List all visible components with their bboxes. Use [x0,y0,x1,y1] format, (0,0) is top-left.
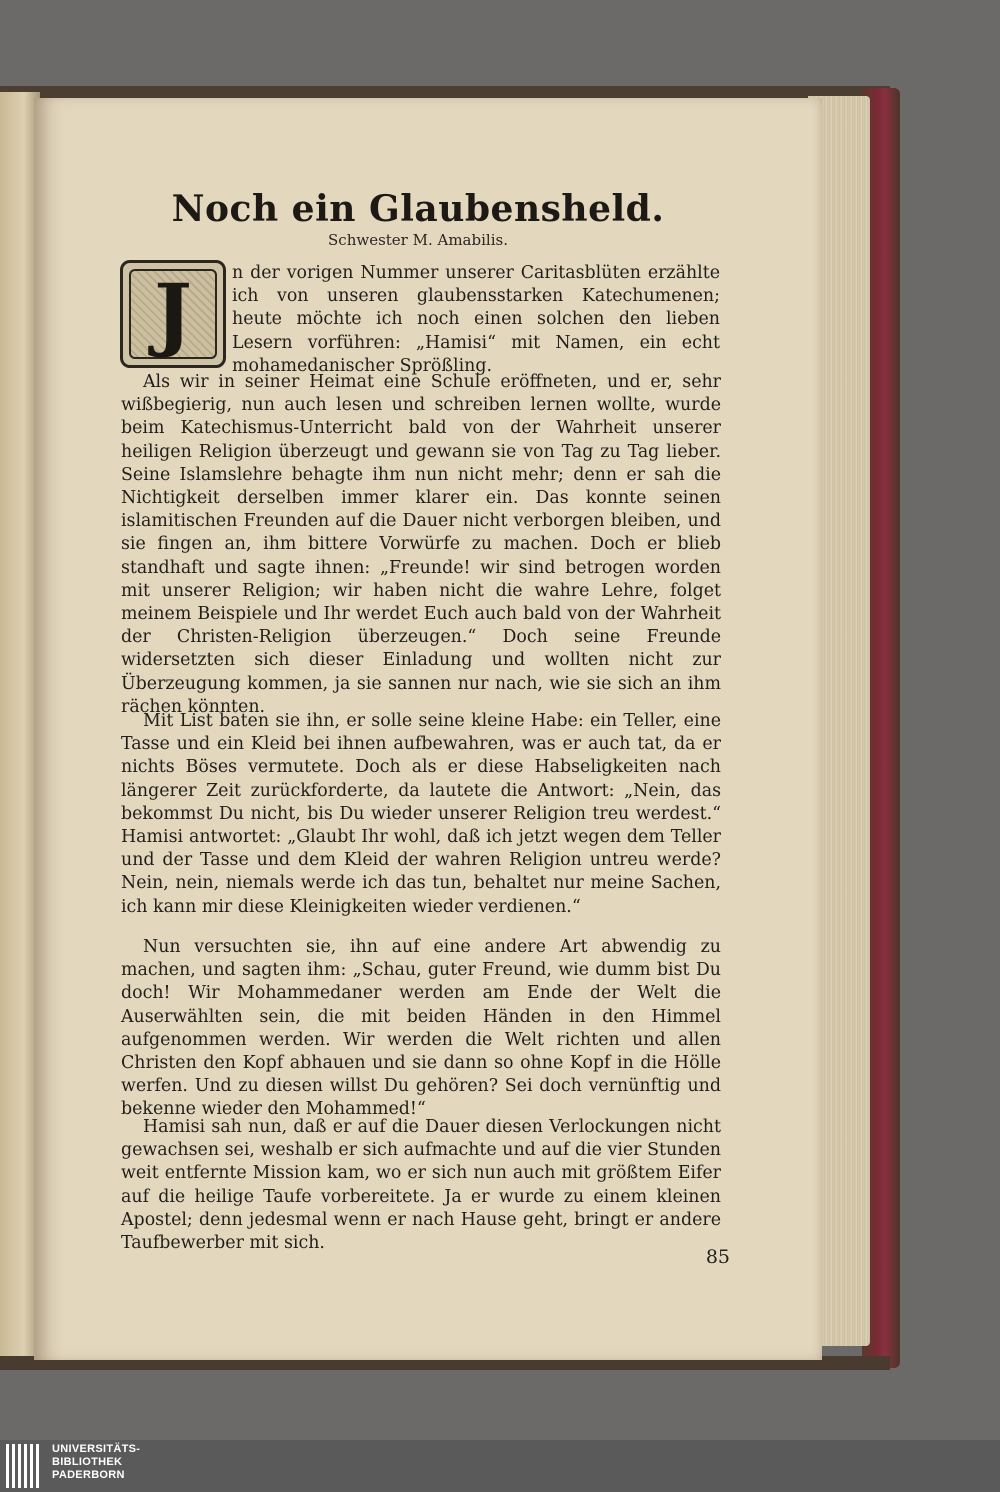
library-name-line: BIBLIOTHEK [52,1456,123,1468]
paragraph-5 [121,1116,721,1255]
drop-cap-letter: J [154,266,192,360]
paragraph-2 [121,371,721,719]
paragraph-4 [121,936,721,1122]
library-logo-icon [6,1444,46,1488]
ornamental-initial [120,260,226,368]
paragraph-3 [121,710,721,919]
article-title: Noch ein Glaubensheld. [171,188,665,230]
paragraph-text: n der vorigen Nummer unserer Caritasblüten erzählte ich von unseren glaubensstarken Katechumenen; heute möchte ich noch einen solchen den lieben Lesern vorführen: „Hamisi“ mit Namen, ein echt mohamedanischer Sprößling. [232,263,720,376]
article-author: Schwester M. Amabilis. [328,231,508,249]
library-name-line: PADERBORN [52,1469,125,1481]
paragraph-text: Mit List baten sie ihn, er solle seine kleine Habe: ein Teller, eine Tasse und ein Kleid bei ihnen aufbewahren, was er auch tat, da er nichts Böses vermutete. Doch als er diese Habseligkeiten nach längerer Zeit zurückforderte, da lautete die Antwort: „Nein, das bekommst Du nicht, bis Du wieder unserer Religion treu werdest.“ Hamisi antwortet: „Glaubt Ihr wohl, daß ich jetzt wegen dem Teller und der Tasse und dem Kleid der wahren Religion untreu werde? Nein, nein, niemals werde ich das tun, behaltet nur meine Sachen, ich kann mir diese Kleinigkeiten wieder verdienen.“ [121,711,721,917]
paragraph-text: Hamisi sah nun, daß er auf die Dauer diesen Verlockungen nicht gewachsen sei, weshalb er sich aufmachte und auf die vier Stunden weit entfernte Mission kam, wo er sich nun auch mit größtem Eifer auf die heilige Taufe vorbereitete. Ja er wurde zu einem kleinen Apostel; denn jedesmal wenn er nach Hause geht, bringt er andere Taufbewerber mit sich. [121,1117,721,1254]
library-name-line: UNIVERSITÄTS- [52,1443,141,1455]
paragraph-text: Als wir in seiner Heimat eine Schule eröffneten, und er, sehr wißbegierig, nun auch lesen und schreiben lernen wollte, wurde beim Katechismus-Unterricht bald von der Wahrheit unserer heiligen Religion überzeugt und gewann sie von Tag zu Tag lieber. Seine Islamslehre behagte ihm nun nicht mehr; denn er sah die Nichtigkeit derselben immer klarer ein. Das konnte seinen islamitischen Freunden auf die Dauer nicht verborgen bleiben, und sie fingen an, ihm bittere Vorwürfe zu machen. Doch er blieb standhaft und sagte ihnen: „Freunde! wir sind betrogen worden mit unserer Religion; wir haben nicht die wahre Lehre, folget meinem Beispiele und Ihr werdet Euch auch bald von der Wahrheit der Christen-Religion überzeugen.“ Doch seine Freunde widersetzten sich dieser Einladung und wollten nicht zur Überzeugung kommen, ja sie sannen nur nach, wie sie sich an ihm rächen könnten. [121,372,721,717]
paragraph-text: Nun versuchten sie, ihn auf eine andere Art abwendig zu machen, und sagten ihm: „Schau, guter Freund, wie dumm bist Du doch! Wir Mohammedaner werden am Ende der Welt die Auserwählten sein, die mit beiden Händen in den Himmel aufgenommen werden. Wir werden die Welt richten und allen Christen den Kopf abhauen und sie dann so ohne Kopf in die Hölle werfen. Und zu diesen willst Du gehören? Sei doch vernünftig und bekenne wieder den Mohammed!“ [121,937,721,1120]
library-name [52,1443,252,1482]
paragraph-1 [232,262,720,378]
page-number: 85 [705,1246,730,1268]
